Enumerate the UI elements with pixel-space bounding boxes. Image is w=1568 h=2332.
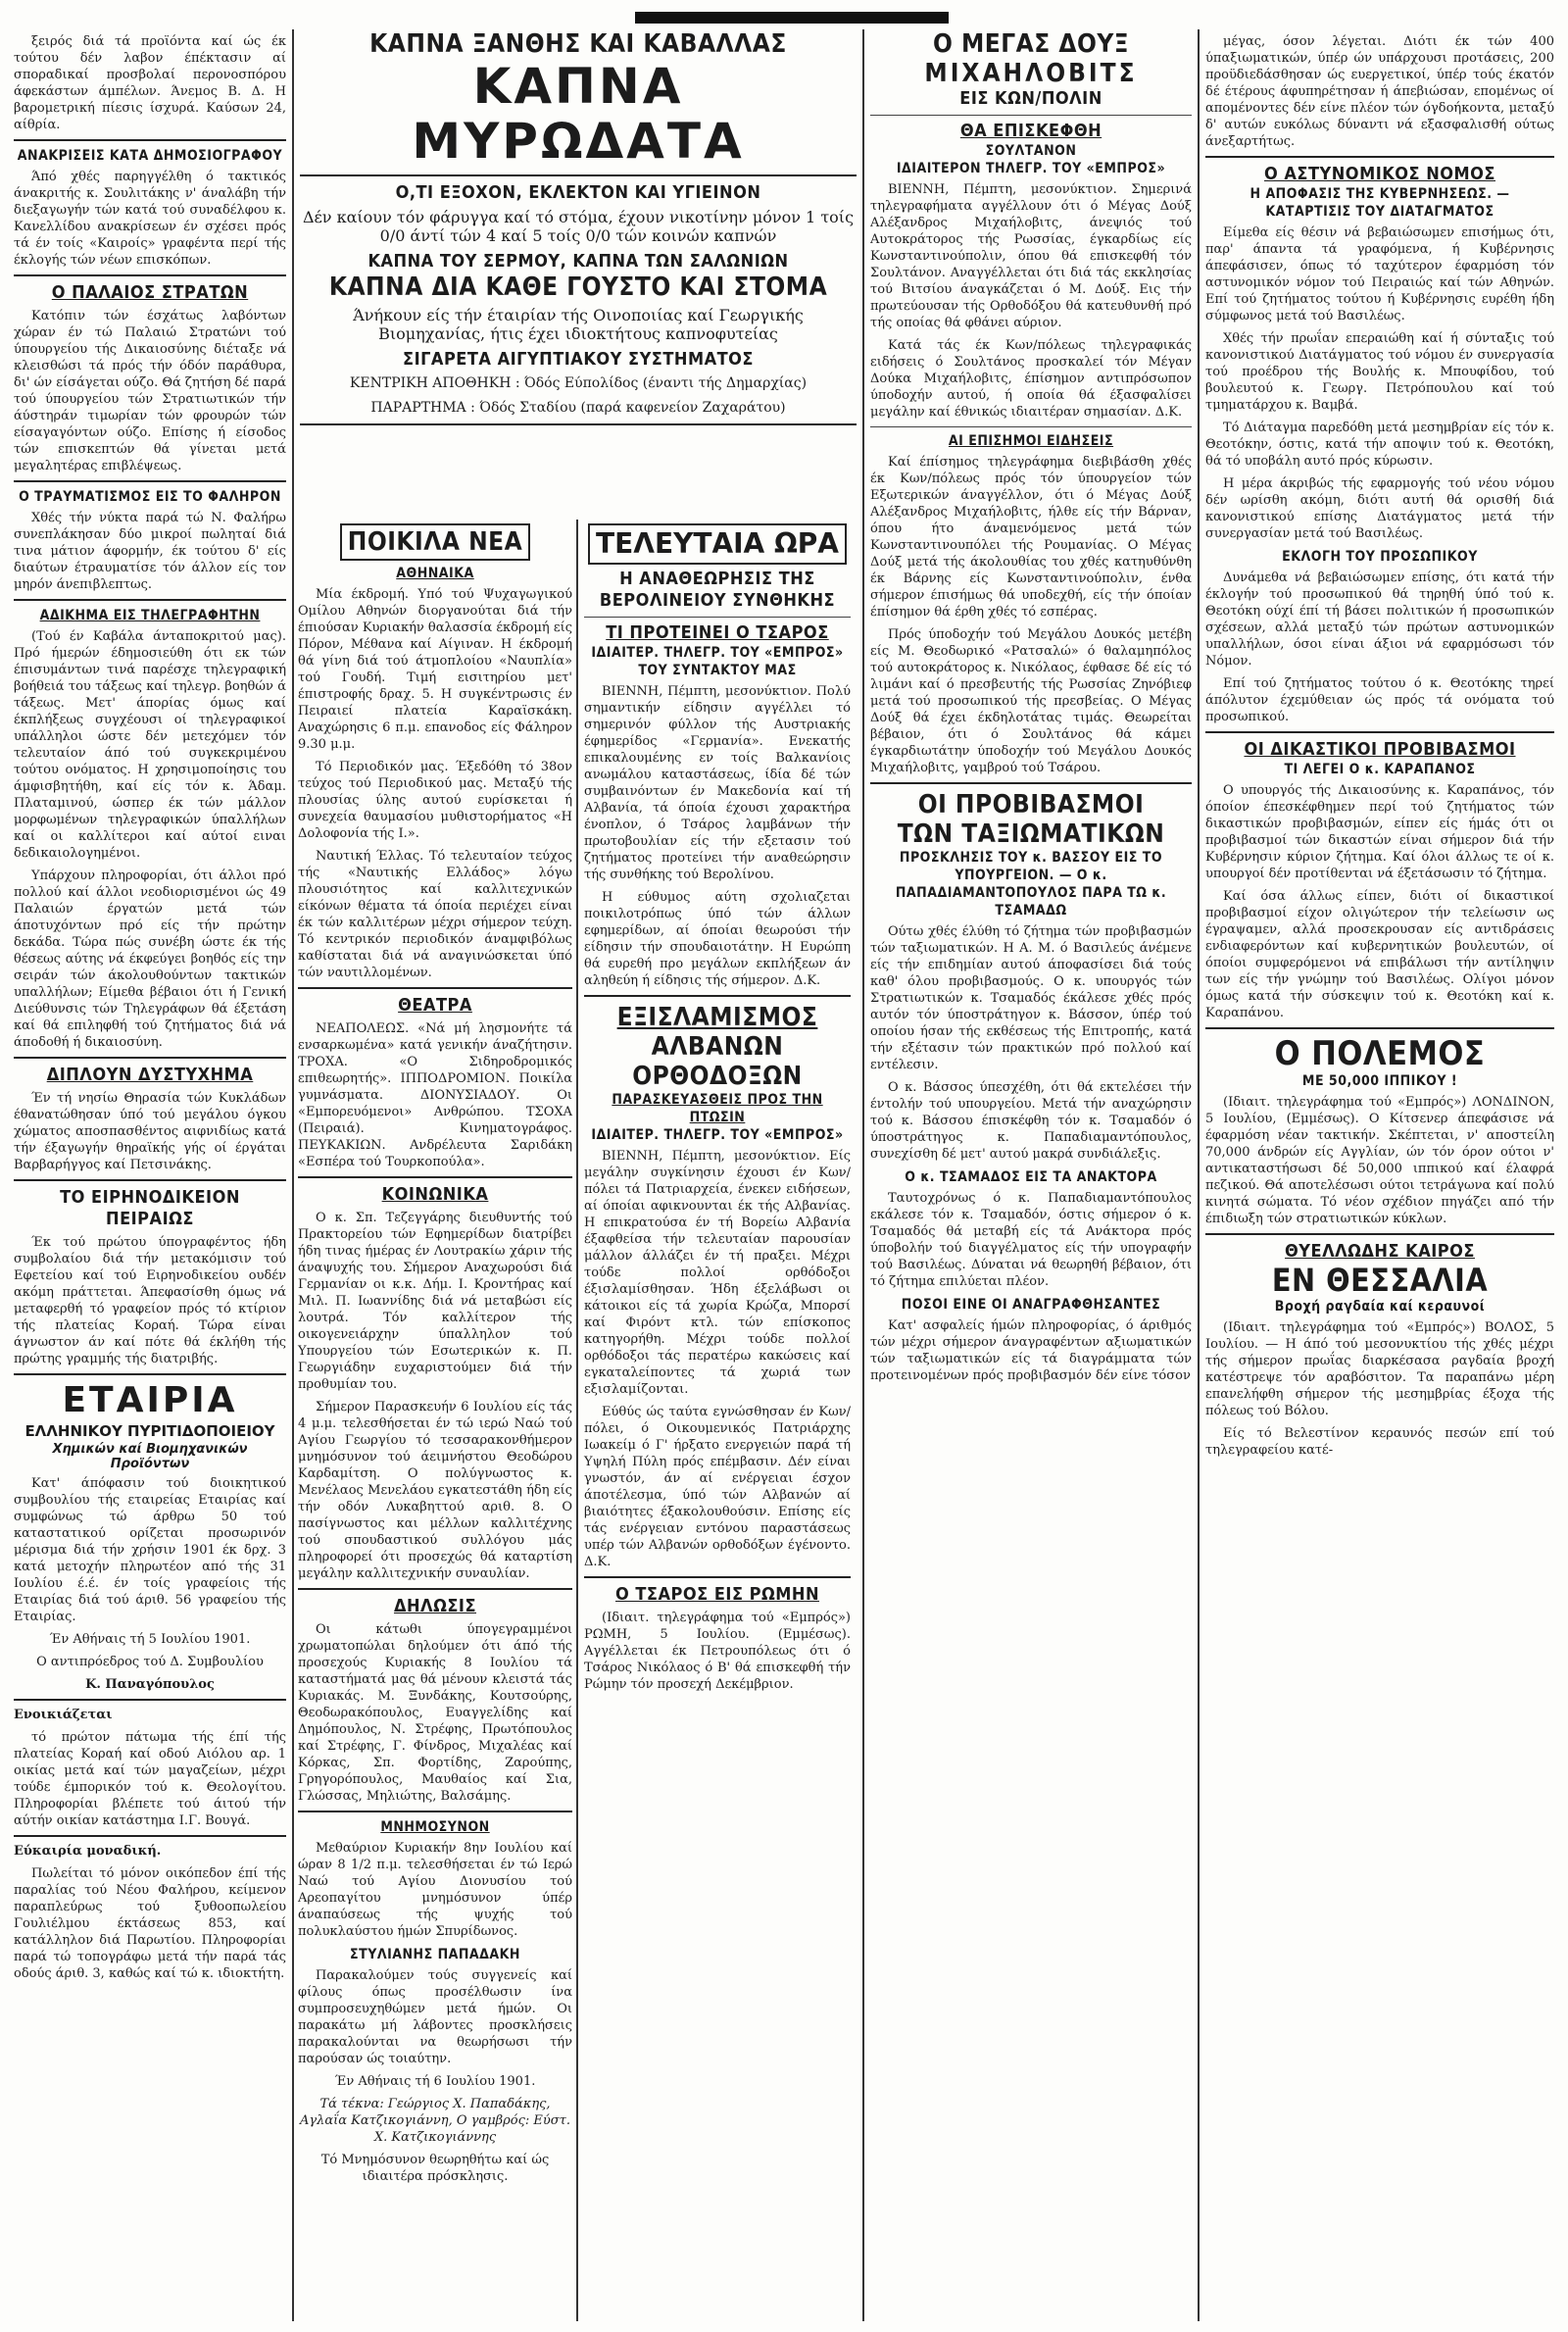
mnimosynon-date: Έν Αθήναις τή 6 Ιουλίου 1901. [334,2074,536,2089]
col4-headline-3: ΕΚΛΟΓΗ ΤΟΥ ΠΡΟΣΩΠΙΚΟΥ [1282,549,1478,565]
dilosis-title: ΔΗΛΩΣΙΣ [393,1596,477,1616]
col1-headline-4: ΑΔΙΚΗΜΑ ΕΙΣ ΤΗΛΕΓΡΑΦΗΤΗΝ [39,608,261,623]
poikila-text-3: Ναυτική Έλλας. Τό τελευταίον τεύχος τής «Ναυτικής Ελλάδος» λόγω πλουσιότητος καί καλλιτεχνικών είκόνων θέματα τά όποία περιέχει είναι έκ τών καλλιτέρων μέχρι σήμερον τεύχη. Τό κεντρικόν περιοδικόν άναμφιβόλως καθίσταται διά νά αναγινώσκεται ύπό τών ναυτιλλομένων. [298,849,572,980]
tobacco-ad-text-2: Άνήκουν είς τήν έταιρίαν τής Οινοποιίας καί Γεωργικής Βιομηχανίας, ήτις έχει ιδιοκτήτους καπνοφυτείας [353,306,804,343]
col3-headline-1: Ο ΜΕΓΑΣ ΔΟΥΞ [932,29,1130,59]
col4-headline-6: Ο ΠΟΛΕΜΟΣ [1274,1034,1486,1073]
tobacco-advert [300,29,857,512]
col4-text-7: Επί τού ζητήματος τούτου ό κ. Θεοτόκης τηρεί άπόλυτον έχεμύθειαν ώς πρός τά ονόματα τού προσωπικού. [1205,676,1554,724]
column-1 [8,29,292,2321]
col4-headline-8: ΘΥΕΛΛΩΔΗΣ ΚΑΙΡΟΣ [1285,1241,1475,1262]
col1-article-4b: Υπάρχουν πληροφορίαι, ότι άλλοι πρό πολλού καί άλλοι νεοδιορισμένοι ώς 49 Παλαιών έργατών μετά τών άποτυχόντων πρό είς τήν πρώτην δεκάδα. Τώρα πώς συνέβη ώστε έκ τής θέσεως αύτης νά έκφεύγει βοηθός είς την σειράν τών άκολουθούντων τακτικών υπαλλήλων; Είμεθα βέβαιοι ότι ή Γενική Διεύθυνσις τών Τηλεγράφων θά έξετάση καί θά επιληφθή τού ζητήματος διά νά άποδοθή ή δικαιοσύνη. [14,868,286,1050]
col3-headline-4: ΘΑ ΕΠΙΣΚΕΦΘΗ [959,121,1102,141]
column-2b [580,520,855,2321]
tel-headline-2: ΤΙ ΠΡΟΤΕΙΝΕΙ Ο ΤΣΑΡΟΣ [606,622,829,643]
newspaper-page [8,8,1560,2321]
col1-headline-3: Ο ΤΡΑΥΜΑΤΙΣΜΟΣ ΕΙΣ ΤΟ ΦΑΛΗΡΟΝ [19,489,281,505]
tsar-title: Ο ΤΣΑΡΟΣ ΕΙΣ ΡΩΜΗΝ [614,1584,819,1605]
col3-headline-6: ΙΔΙΑΙΤΕΡΟΝ ΤΗΛΕΓΡ. ΤΟΥ «ΕΜΠΡΟΣ» [896,161,1166,176]
col4-headline-9: ΕΝ ΘΕΣΣΑΛΙΑ [1271,1262,1489,1299]
col3-text-4: Πρός ύποδοχήν τού Μεγάλου Δουκός μετέβη είς Μ. Θεοδωρικό «Ρατσαλώ» ό θαλαμηπόλος τού αυτοκράτορος κ. Νικόλαος, έφθασε δέ είς τό λιμάνι καί ό πρεσβευτής τής Ρωσσίας Ζηνόβιεφ μετά τού προσωπικού τής πρεσβείας. Ο Μέγας Δούξ θά έχει έκδηλοτάτας τιμάς. Θεωρείται βέβαιον, ότι ό Σουλτάνος θά κάμει έγκαρδιωτάτην ύποδοχήν τού Μεγάλου Δουκός Μιχαήλοβιτς, γαμβρού τού Τσάρου. [870,627,1192,775]
col1-article-2: Κατόπιν τών έσχάτως λαβόντων χώραν έν τώ Παλαιώ Στρατώνι τού ύπουργείου τής Δικαιοσύνης διέταξε νά κλεισθώσι τά πρός τήν όδόν παράθυρα, δι' ών είσάγεται ούζο. Θά ζητήση δέ παρά τού ύπουργείου τών Στρατιωτικών τήν άύστηράν τιμωρίαν τών φρουρών τών είσαγαγόντων ούζο. Επίσης ή είσοδος τών επισκεπτών θά γίνεται μετά μεγαλητέρας επιβλέψεως. [14,309,286,473]
mnimosynon-footnote: Τό Μνημόσυνον θεωρηθήτω καί ώς ιδιαιτέρα πρόσκλησις. [320,2153,550,2184]
masthead [635,8,949,29]
theatra-text: ΝΕΑΠΟΛΕΩΣ. «Νά μή λησμονήτε τά ενσαρκωμένα» κατά γενικήν άναζήτησιν. ΤΡΟΧΑ. «Ο Σιδηροδρομικός επιθεωρητής». ΙΠΠΟΔΡΟΜΙΟΝ. Ποικίλα γυμνάσματα. ΔΙΟΝΥΣΙΑΔΟΥ. Οι «Εμπορευόμενοι» Ανθρώπου. ΤΣΟΧΑ (Πειραιά). Κινηματογράφος. ΠΕΥΚΑΚΙΩΝ. Ανδρέλευτα Σαριδάκη «Εσπέρα τού Τουρκοπούλα». [298,1021,572,1169]
col4-text-12: Είς τό Βελεστίνον κεραυνός πεσών επί τού τηλεγραφείου κατέ- [1205,1426,1554,1458]
col3-headline-10: ΠΡΟΣΚΛΗΣΙΣ ΤΟΥ κ. ΒΑΣΣΟΥ ΕΙΣ ΤΟ ΥΠΟΥΡΓΕΙΟΝ. — Ο κ. ΠΑΠΑΔΙΑΜΑΝΤΟΠΟΥΛΟΣ ΠΑΡΑ ΤΩ κ. ΤΣΑΜΑΔΩ [895,850,1167,918]
tobacco-ad-headline-2: ΚΑΠΝΑ ΜΥΡΩΔΑΤΑ [412,58,745,170]
col4-text-1: μέγας, όσον λέγεται. Διότι έκ τών 400 ύπαξιωματικών, ύπέρ ών υπάρχουσι προτάσεις, 200 προϋδιεδάσθησαν ώς ευεργετικοί, ύπέρ τούς έκατόν δέ έτέρους άφυπηρέτησαν ή άπεβιώσαν, επομένως οί απομένοντες δέν είνε πλέον τών όγδοήκοντα, μεταξύ δ' αυτών ευκόλως δύναντι νά εξασφαλισθή ούτως άνεξαρτήτως. [1205,34,1554,149]
tel-headline-1: Η ΑΝΑΘΕΩΡΗΣΙΣ ΤΗΣ ΒΕΡΟΛΙΝΕΙΟΥ ΣΥΝΘΗΚΗΣ [599,569,836,611]
col3-headline-9: ΤΩΝ ΤΑΞΙΩΜΑΤΙΚΩΝ [897,819,1165,849]
ad1-title: ΕΤΑΙΡΙΑ [62,1380,238,1420]
poikila-text-2: Τό Περιοδικόν μας. Έξεδόθη τό 38ον τεύχος τού Περιοδικού μας. Μεταξύ τής πλουσίας ύλης αυτού ευρίσκεται ή συνεχεία θαυμασίου μυθιστορήματος «Η Δολοφονία τής Ι.». [298,760,572,841]
tobacco-ad-text-1: Δέν καίουν τόν φάρυγγα καί τό στόμα, έχουν νικοτίνην μόνον 1 τοίς 0/0 άντί τών 4 καί 5 τοίς 0/0 τών κοινών καπνών [302,208,855,245]
col3-headline-12: ΠΟΣΟΙ ΕΙΝΕ ΟΙ ΑΝΑΓΡΑΦΘΗΣΑΝΤΕΣ [901,1297,1161,1313]
tel-text-1: ΒΙΕΝΝΗ, Πέμπτη, μεσονύκτιον. Πολύ σημαντικήν είδησιν αγγέλλει τό σημερινόν φύλλον τής Αυστριακής έφημερίδος «Γερμανία». Ενεκατής επικαλουμένης εν τοίς Βαλκανίοις ανωμάλου καταστάσεως, ίδία δέ τών συμβαινόντων έν Μακεδονία καί τή Αλβανία, τά όποία έχουσι χαρακτήρα ένοπλον, ό Τσάρος λαμβάνων τήν πρωτοβουλίαν είς τήν εξετασιν τού ζητήματος προτείνει τήν αναθεώρησιν τής συνθήκης τού Βερολίνου. [584,684,851,882]
exis-headline-2: ΙΔΙΑΙΤΕΡ. ΤΗΛΕΓΡ. ΤΟΥ «ΕΜΠΡΟΣ» [591,1127,844,1143]
mnimosynon-text: Μεθαύριον Κυριακήν 8ην Ιουλίου καί ώραν 8 1/2 π.μ. τελεσθήσεται έν τώ Ιερώ Ναώ τού Αγίου Διονυσίου τού Αρεοπαγίτου μνημόσυνον ύπέρ άναπαύσεως τής ψυχής τού πολυκλαύστου ήμών Σπυρίδωνος. [298,1841,572,1939]
col4-text-3: Χθές τήν πρωΐαν επεραιώθη καί ή σύνταξις τού κανονιστικού Διατάγματος τού νόμου έν συνεργασία τού προέδρου τής Βουλής κ. Μπουφίδου, τού βουλευτού κ. Γεωργ. Πετρόπουλου καί τού τμηματάρχου κ. Βαμβά. [1205,331,1554,413]
col1-article-5: Έν τή νησίω Θηρασία τών Κυκλάδων έθανατώθησαν ύπό τού μεγάλου όγκου χώματος αποσπασθέντος αιφνιδίως κατά τήν έξαγωγήν θηραϊκής γής οί έργάται Βαρβαρήγγος καί Πετσινάκης. [14,1091,286,1172]
column-3 [864,29,1198,2321]
mnimosynon-name: ΣΤΥΛΙΑΝΗΣ ΠΑΠΑΔΑΚΗ [350,1947,520,1962]
col3-text-6: Ο κ. Βάσσος ύπεσχέθη, ότι θά εκτελέσει τήν έντολήν τού υπουργείου. Μετά τήν αναχώρησιν τού κ. Βάσσου έπισκέφθη τόν κ. Τσαμαδόν ό ύποστράτηγος κ. Παπαδιαμαντόπουλος, συνεχίσθη δέ μετ' αυτού μακρά συνδιάλεξις. [870,1080,1192,1162]
ad1-sign-pre: Ο αντιπρόεδρος τού Δ. Συμβουλίου [36,1655,264,1669]
exis-title: ΕΞΙΣΛΑΜΙΣΜΟΣ [616,1003,818,1032]
col4-headline-2: Η ΑΠΟΦΑΣΙΣ ΤΗΣ ΚΥΒΕΡΝΗΣΕΩΣ. — ΚΑΤΑΡΤΙΣΙΣ ΤΟΥ ΔΙΑΤΑΓΜΑΤΟΣ [1250,186,1510,220]
tel-headline-3: ΙΔΙΑΙΤΕΡ. ΤΗΛΕΓΡ. ΤΟΥ «ΕΜΠΡΟΣ» ΤΟΥ ΣΥΝΤΑΚΤΟΥ ΜΑΣ [591,645,844,678]
tobacco-ad-headline-4: ΚΑΠΝΑ ΤΟΥ ΣΕΡΜΟΥ, ΚΑΠΝΑ ΤΩΝ ΣΑΛΩΝΙΩΝ [368,251,789,272]
ad1-text: Κατ' άπόφασιν τού διοικητικού συμβουλίου τής εταιρείας Εταιρίας καί συμφώνως τώ άρθρω 50 τού καταστατικού ορίζεται προσωρινόν μέρισμα διά τήν χρήσιν 1901 έκ δρχ. 3 κατά μετοχήν πληρωτέον από τής 31 Ιουλίου έ.έ. έν τοίς γραφείοις τής Εταιρίας διά τού άριθ. 56 γραφείου τής Εταιρίας. [14,1476,286,1624]
ad3-title: Εύκαιρία μοναδική. [14,1844,162,1859]
col3-text-2: Κατά τάς έκ Κων/πόλεως τηλεγραφικάς ειδήσεις ό Σουλτάνος προσκαλεί τόν Μέγαν Δούκα Μιχαήλοβιτς, έπίσημον αντιπρόσωπον ύποδοχήν αυτού, ή οποία θά έξασφαλίσει μεγάλην καί έθνικώς ιδιαιτέραν σημασίαν. Δ.Κ. [870,338,1192,420]
tobacco-ad-text-4: ΠΑΡΑΡΤΗΜΑ : Όδός Σταδίου (παρά καφενείον Ζαχαράτου) [370,400,786,416]
col3-headline-5: ΣΟΥΛΤΑΝΟΝ [985,143,1077,159]
tobacco-ad-headline-1: ΚΑΠΝΑ ΞΑΝΘΗΣ ΚΑΙ ΚΑΒΑΛΛΑΣ [369,29,787,59]
theatra-title: ΘΕΑΤΡΑ [398,995,472,1016]
exis-headline: ΑΛΒΑΝΩΝ ΟΡΘΟΔΟΞΩΝ [632,1032,803,1091]
col1-headline-6: ΤΟ ΕΙΡΗΝΟΔΙΚΕΙΟΝ ΠΕΙΡΑΙΩΣ [60,1187,240,1229]
tobacco-ad-headline-3: Ο,ΤΙ ΕΞΟΧΟΝ, ΕΚΛΕΚΤΟΝ ΚΑΙ ΥΓΙΕΙΝΟΝ [395,182,761,203]
mnimosynon-text-2: Παρακαλούμεν τούς συγγενείς καί φίλους όπως προσέλθωσιν ίνα συμπροσευχηθώμεν μετά ήμών. Οι παρακάτω μή λάβοντες προσκλήσεις παρακαλούνται να θεωρήσωσι τήν παρούσαν ώς τοιαύτην. [298,1968,572,2066]
col4-text-6: Δυνάμεθα νά βεβαιώσωμεν επίσης, ότι κατά τήν έκλογήν τού προσωπικού θά τηρηθή ύπό τού κ. Θεοτόκη ούχί έπί τή βάσει πολιτικών ή προσωπικών σχέσεων, αλλά μεταξύ τών πρώτων αστυνομικών υπαλλήλων, όσοι είναι άξιοι νά εφαρμόσωσι τόν Νόμον. [1205,571,1554,669]
col1-headline-2: Ο ΠΑΛΑΙΟΣ ΣΤΡΑΤΩΝ [51,282,249,303]
poikila-text-1: Μία έκδρομή. Υπό τού Ψυχαγωγικού Ομίλου Αθηνών διοργανούται διά τήν έπιούσαν Κυριακήν θαλασσία έκδρομή είς Πόρον, Μέθανα καί Αίγιναν. Η έκδρομή θά γίνη διά τού άτμοπλοίου «Ναυπλία» τού Γουδή. Τιμή εισιτηρίου μετ' έπιστροφής δραχ. 5. Η συγκέντρωσις έν Πειραιεί πλατεία Καραϊσκάκη. Αναχώρησις 6 π.μ. επανοδος είς Φάληρον 9.30 μ.μ. [298,587,572,752]
col4-text-8: Ο υπουργός τής Δικαιοσύνης κ. Καραπάνος, τόν όποίον έπεσκέφθημεν περί τού ζητήματος τών δικαστικών προβιβασμών, είπεν είς ήμάς ότι οι προβιβασμοί τών δικαστών είναι σήμερον διά τήν Κυβέρνησιν κύριον ζήτημα. Καί όλοι άλλως τε οί κ. υπουργοί δέν προτίθενται νά έξετάσωσιν τό ζήτημα. [1205,783,1554,881]
col4-headline-1: Ο ΑΣΤΥΝΟΜΙΚΟΣ ΝΟΜΟΣ [1263,164,1495,184]
tsar-text: (Ιδιαιτ. τηλεγράφημα τού «Εμπρός») ΡΩΜΗ, 5 Ιουλίου. (Εμμέσως). Αγγέλλεται έκ Πετρουπόλεως ότι ό Τσάρος Νικόλαος ό Β' θά επισκεφθή τήν Ρώμην τόν προσεχή Δεκέμβριον. [584,1611,851,1692]
ad1-subtitle-2: Χημικών καί Βιομηχανικών Προϊόντων [52,1442,248,1471]
columns [8,29,1560,2321]
mnimosynon-title: ΜΝΗΜΟΣΥΝΟΝ [380,1819,490,1835]
col4-text-10: (Ιδιαιτ. τηλεγράφημα τού «Εμπρός») ΛΟΝΔΙΝΟΝ, 5 Ιουλίου, (Εμμέσως). Ο Κίτσενερ άπεφάσισε νά έφαρμόση νέαν τακτικήν. Σκέπτεται, ν' αποστείλη 70,000 άνδρών είς Αγγλίαν, ών τόν όρον ούτοι ν' αντικαταστήσωσι δέ 50,000 ιππικού καί έλαφρά πεζικού. Θά αποτελέσωσι ούτοι τετράγωνα καί πολύ κινητά σώματα. Τό νέον σχέδιον πηγάζει από τήν έπιδιωξη τών στρατιωτικών κύκλων. [1205,1095,1554,1226]
masthead-bar [635,12,949,24]
col4-text-2: Είμεθα είς θέσιν νά βεβαιώσωμεν επισήμως ότι, παρ' άπαντα τά γραφόμενα, ή Κυβέρνησις άπεφάσισεν, όπως τό ταχύτερον έφαρμόση τόν αστυνομικόν νόμον τού Πειραιώς καί τών Αθηνών. Επί τού ζητήματος τούτου ή Κυβέρνησις ευρέθη ήδη σύμφωνος μετά τού Βασιλέως. [1205,225,1554,323]
col4-text-11: (Ιδιαιτ. τηλεγράφημα τού «Εμπρός») ΒΟΛΟΣ, 5 Ιουλίου. — Η άπό τού μεσονυκτίου τής χθές μέχρι τής σήμερον πρωΐας διαρκέσασα ραγδαία βροχή κατέστρεψε τόν αραβόσιτον. Τα παραπάνω μέρη επανελήφθη σήμερον τής μεσημβρίας έξοχα τής πόλεως τού Βόλου. [1205,1320,1554,1418]
exis-text-2: Εύθύς ώς ταύτα εγνώσθησαν έν Κων/πόλει, ό Οικουμενικός Πατριάρχης Ιωακείμ ό Γ' ήρξατο ενεργειών παρά τή Υψηλή Πύλη πρός επέμβασιν. Δέν είναι γνωστόν, άν αί ενέργειαι έσχον άποτέλεσμα, ύπό τών Αλβανών αί βιαιότητες έξακολουθούσιν. Επίσης είς τάς ενέργειαν εντόνου παραστάσεως υπέρ τών Αλβανών ορθοδόξων έγένοντο. Δ.Κ. [584,1405,851,1569]
col1-article-3: Χθές τήν νύκτα παρά τώ Ν. Φαλήρω συνεπλάκησαν δύο μικροί πωληταί διά τινα μάτιον άφορμήν, έκ τούτου δ' είς διαύτων έτραυματίσε τόν άλλον είς τον μηρόν άνεπιβλεπτως. [14,511,286,592]
koinonika-text-2: Σήμερον Παρασκευήν 6 Ιουλίου είς τάς 4 μ.μ. τελεσθήσεται έν τώ ιερώ Ναώ τού Αγίου Γεωργίου τό τεσσαρακονθήμερον μνημόσυνον τού άειμνήστου Θεοδώρου Καρδαμίτση. Ο πολύγνωστος κ. Μενέλαος Μενελάου εγκατεστάθη ήδη είς τήν οδόν Λυκαβηττού αριθ. 8. Ο πασίγνωστος και μέλλων καλλιτέχνης τού σπουδαστικού συλλόγου μάς πληροφορεί ότι προσεχώς θά καταρτίση μεγάλην καλλιτεχνικήν συναυλίαν. [298,1400,572,1581]
exis-text-1: ΒΙΕΝΝΗ, Πέμπτη, μεσονύκτιον. Είς μεγάλην συγκίνησιν έχουσι έν Κων/πόλει τά Πατριαρχεία, ένεκεν ειδήσεων, αί όποίαι αφικνουνται έκ τής Αλβανίας. Η επικρατούσα έν τή Βορείω Αλβανία έξαφθείσα τήν τελευταίαν παρουσίαν μάλλον άλλάζει έν τή πραξει. Μέχρι τούδε πολλοί ορθόδοξοι έξισλαμίσθησαν. Ήδη έξελάβωσι οι κάτοικοι είς τά χωρία Κρώζα, Μπορσί καί Φιρόντ κτλ. τών επίσκοπος κατηγορήθη. Μέχρι τούδε πολλοί ορθόδοξοι τάς περατέρω κακώσεις καί εγκαταλείποντες τά χωριά των εξισλαμίζονται. [584,1149,851,1397]
ad2-title: Ενοικιάζεται [14,1708,113,1722]
mnimosynon-signatures: Τά τέκνα: Γεώργιος Χ. Παπαδάκης, Αγλαΐα Κατζικογιάννη, Ο γαμβρός: Εύστ. Χ. Κατζικογιάννης [299,2097,571,2145]
ad3-text: Πωλείται τό μόνον οικόπεδον έπί τής παραλίας τού Νέου Φαλήρου, κείμενον παραπλεύρως τού ξυθοοπωλείου Γουλιέλμου έκτάσεως 853, καί κατάλληλον διά Παρωτίου. Πληροφορίαι παρά τώ τοπογράφω μετά τήν παρά τάς οδούς άριθ. 3, καθώς καί τώ κ. ιδιοκτήτη. [14,1866,286,1981]
col3-text-1: ΒΙΕΝΝΗ, Πέμπτη, μεσονύκτιον. Σημερινά τηλεγραφήματα αγγέλλουν ότι ό Μέγας Δούξ Αλέξανδρος Μιχαήλοβιτς, άνεψιός τού Αυτοκράτορος τής Ρωσσίας, έγκαρδίως είς Κωνσταντινούπολιν, όπου θά επισκεφθή τόν Σουλτάνον. Αναγγέλλεται ότι διά τάς εκκλησίας τού Βιτσίου άναγκάζεται ό Μ. Δούξ. Εις τήν πρωτεύουσαν τής Ορθοδόξου θά κατευθυνθή πρό τής οποίας θά φθάνει αύριον. [870,182,1192,330]
column-2 [294,29,862,2321]
col4-headline-10: Βροχή ραγδαία καί κεραυνοί [1274,1299,1486,1315]
col1-headline-1: ΑΝΑΚΡΙΣΕΙΣ ΚΑΤΑ ΔΗΜΟΣΙΟΓΡΑΦΟΥ [17,148,283,164]
tobacco-ad-headline-5: ΚΑΠΝΑ ΔΙΑ ΚΑΘΕ ΓΟΥΣΤΟ ΚΑΙ ΣΤΟΜΑ [328,273,828,302]
ad1-subtitle: ΕΛΛΗΝΙΚΟΥ ΠΥΡΙΤΙΔΟΠΟΙΕΙΟΥ [24,1422,275,1440]
col1-article-6: Έκ τού πρώτου ύπογραφέντος ήδη συμβολαίου διά τήν μετακόμισιν τού Εφετείου καί τού Ειρηνοδικείου ουδέν ακόμη πράττεται. Άπεφασίσθη όμως νά μεταφερθή τό γραφείον πρός τό κτίριον τής πλατείας Κοραή. Τώρα είναι άγνωστον άν καί πότε θά έκλήθη τής πρώτης γραμμής τής διατριβής. [14,1235,286,1366]
poikila-subtitle: ΑΘΗΝΑΙΚΑ [396,566,474,581]
col4-headline-7: ΜΕ 50,000 ΙΠΠΙΚΟΥ ! [1301,1073,1458,1089]
koinonika-text-1: Ο κ. Σπ. Τεζεγγάρης διευθυντής τού Πρακτορείου τών Εφημερίδων διατρίβει ήδη τινας ήμέρας έν Λουτρακίω χάριν τής άναψυχής του. Σήμερον Αναχωρούσι διά Γερμανίαν οι κ.κ. Δήμ. Ι. Κροντήρας καί Μιλ. Π. Ιωαννίδης διά νά μεταβώσι είς λουτρά. Τόν καλλίτερον τής οικογενειάρχην ύπαλληλον τού Υπουργείου τών Εσωτερικών κ. Π. Γεωργιάδην ευχαριστούμεν διά τήν προθυμίαν του. [298,1211,572,1392]
col4-text-5: Η μέρα άκριβώς τής εφαρμογής τού νέου νόμου δέν ωρίσθη ακόμη, διότι αυτή θά ορισθή διά κανονιστικού επίσης Διατάγματος μετά τήν συνεργασίαν μετά τού Βασιλέως. [1205,476,1554,541]
tel-text-2: Η εύθυμος αύτη σχολιαζεται ποικιλοτρόπως ύπό τών άλλων εφημερίδων, αί όποίαι θεωρούσι τήν είδησιν τήν σπουδαιοτάτην. Η Ευρώπη θά ευρεθή προ μεγάλων εκπλήξεων άν αληθεύη ή είδησις τής σήμερον. Δ.Κ. [584,890,851,988]
teleftaia-ora-title: ΤΕΛΕΥΤΑΙΑ ΩΡΑ [588,523,847,565]
col4-text-4: Τό Διάταγμα παρεδόθη μετά μεσημβρίαν είς τόν κ. Θεοτόκην, όστις, κατά τήν αποψιν τού κ. Θεοτόκη, θά τό υποβάλη αυτό πρός κύρωσιν. [1205,421,1554,469]
col1-intro: ξειρός διά τά προϊόντα καί ώς έκ τούτου δέν λαβον έπέκτασιν αί σποραδικαί προσβολαί περονοσπόρου άφεκάστων άμπέλων. Άνεμος Β. Δ. Η βαρομετρική πίεσις ίσχυρά. Καύσων 24, αίθρία. [14,34,286,132]
col3-text-8: Κατ' ασφαλείς ήμών πληροφορίας, ό άριθμός τών μέχρι σήμερον άναγραφέντων αξιωματικών τών ταξιωματικών είς τά διαγράμματα τών προτεινομένων πρός προβιβασμόν δέν είνε τόσον [870,1318,1192,1383]
col3-headline-2: ΜΙΧΑΗΛΟΒΙΤΣ [924,59,1138,88]
col4-text-9: Καί όσα άλλως είπεν, διότι οί δικαστικοί προβιβασμοί είχον ολιγώτερον τήν τελείωσιν ως έγραψαμεν, αλλά προσεκρουσαν είς αντιδράσεις ενδιαφερόντων καί κυβερνητικών βουλευτών, οί όποίοι συμφερόμενοι νά επιβάλωσι τήν αντίληψιν των είς τήν γνώμην τού Βασιλέως. Ολίγοι μόνον όμως κατά τήν σύσκεψιν τού κ. Θεοτόκη καί κ. Καραπάνου. [1205,889,1554,1020]
column-2-lower [294,520,851,2321]
col1-headline-5: ΔΙΠΛΟΥΝ ΔΥΣΤΥΧΗΜΑ [46,1065,254,1085]
col4-headline-4: ΟΙ ΔΙΚΑΣΤΙΚΟΙ ΠΡΟΒΙΒΑΣΜΟΙ [1244,739,1516,760]
col3-text-7: Ταυτοχρόνως ό κ. Παπαδιαμαντόπουλος εκάλεσε τόν κ. Τσαμαδόν, όστις σήμερον ό κ. Τσαμαδός θά μεταβή είς τά Ανάκτορα πρός ύποβολήν τού διαγγέλματος είς τήν υπογραφήν τού Βασιλέως. Δύναται νά θεωρηθή βέβαιον, ότι τό ζήτημα επιλύεται πλέον. [870,1191,1192,1289]
col1-article-1: Άπό χθές παρηγγέλθη ό τακτικός άνακριτής κ. Σουλιτάκης ν' άναλάβη τήν διεξαγωγήν τών κατά τού συναδέλφου κ. Κανελλίδου ανακρίσεων έν σχέσει πρός τά έν τοίς «Καιροίς» γραφέντα περί τής έκλογής τών νέων επισκόπων. [14,170,286,268]
col1-article-4: (Τού έν Καβάλα άνταποκριτού μας). Πρό ήμερών έδημοσιεύθη ότι εκ τών έπισυμάντων τινά παρέσχε τηλεγραφική βοήθειά του τάξεως καί τηλεγρ. βοηθών ά τάξεως. Μετ' άπορίας όμως καί έκπλήξεως συγχέουσι οί τηλεγραφικοί υπάλληλοι ώστε δέν μετεχόμεν τόν τελευταίον άπό τού συγκεκριμένου τούτου ονόματος. Η χρησιμοποίησις του άμφισβητήθη, καί είς τόν κ. Άδαμ. Πλαταμινού, ώσπερ έκ τών μάλλον μορφωμένων τηλεγραφικών ύπαλλήλων καί οι καλλίτεροι καί αύτοί ειναι δεδικαιολογημένοι. [14,629,286,861]
tobacco-ad-text-3: ΚΕΝΤΡΙΚΗ ΑΠΟΘΗΚΗ : Όδός Εύπολίδος (έναντι τής Δημαρχίας) [349,375,808,391]
poikila-title: ΠΟΙΚΙΛΑ ΝΕΑ [340,523,531,561]
col3-headline-11: Ο κ. ΤΣΑΜΑΔΟΣ ΕΙΣ ΤΑ ΑΝΑΚΤΟΡΑ [905,1169,1157,1185]
ad1-date: Έν Αθήναις τή 5 Ιουλίου 1901. [49,1632,251,1647]
col4-headline-5: ΤΙ ΛΕΓΕΙ Ο κ. ΚΑΡΑΠΑΝΟΣ [1284,762,1476,777]
tobacco-ad-headline-6: ΣΙΓΑΡΕΤΑ ΑΙΓΥΠΤΙΑΚΟΥ ΣΥΣΤΗΜΑΤΟΣ [403,349,754,370]
col3-text-5: Ούτω χθές έλύθη τό ζήτημα τών προβιβασμών τών ταξιωματικών. Η Α. Μ. ό Βασιλεύς άνέμενε είς τήν επιδημίαν αυτού άποφασίσει διά τούς καθ' όλου προβιβασμούς. Ο κ. υπουργός τών Στρατιωτικών κ. Τσαμαδός έκάλεσε χθές πρός αυτόν τόν ύποστράτηγον κ. Βάσσον, ύπέρ τού οποίου ήσαν τής εκθέσεως τής Επιτροπής, κατά τήν εξέτασιν τών πρακτικών πρό πολλού καί εντέλεσιν. [870,924,1192,1072]
ad2-text: τό πρώτον πάτωμα τής έπί τής πλατείας Κοραή καί οδού Αιόλου αρ. 1 οικίας μετά καί τών μαγαζείων, μέχρι τούδε έμπορικόν τού κ. Θεολογίτου. Πληροφορίαι βλέπετε τού άιτού τήν αύτήν οικίαν κατάστημα Ι.Γ. Βουγά. [14,1730,286,1828]
exis-subtitle: ΠΑΡΑΣΚΕΥΑΣΘΕΙΣ ΠΡΟΣ ΤΗΝ ΠΤΩΣΙΝ [612,1092,823,1125]
column-4 [1200,29,1560,2321]
col3-headline-3: ΕΙΣ ΚΩΝ/ΠΟΛΙΝ [959,88,1102,109]
koinonika-title: ΚΟΙΝΩΝΙΚΑ [381,1184,489,1205]
col3-text-3: Καί έπίσημος τηλεγράφημα διεβιβάσθη χθές έκ Κων/πόλεως πρός τόν ύπουργείον τών Εξωτερικών άναγγέλλον, ότι ό Μέγας Δούξ Αλέξανδρος Μιχαήλοβιτς, ήλθε είς τήν Βάρναν, όπου ήτο άναμενόμενος μετά τών Κωνσταντινουπόλει τής Ρουμανίας. Ο Μέγας Δούξ μετά τής άκολουθίας του χθές κατηυθύνθη έκ Βάρνης είς Κωνσταντινούπολιν, ένθα σήμερον έπισήμως θά υποδεχθή, είς τήν όποίαν έπίσημον θά έρθη χθές τό εσπέρας. [870,455,1192,620]
ad1-signature: Κ. Παναγόπουλος [85,1677,215,1692]
col3-headline-8: ΟΙ ΠΡΟΒΙΒΑΣΜΟΙ [917,790,1145,819]
dilosis-text: Οι κάτωθι ύπογεγραμμένοι χρωματοπώλαι δηλούμεν ότι άπό τής προσεχούς Κυριακής 8 Ιουλίου τά καταστήματά μας θά μένουν κλειστά τάς Κυριακάς. Μ. Ξυνδάκης, Κουτσούρης, Θεοδωρακόπουλος, Ευαγγελίδης καί Δημόπουλος, Ν. Στρέφης, Πρωτόπουλος καί Στρέφης, Γ. Φίνδρος, Μιχαλέας καί Κόρκας, Σπ. Φορτίδης, Ζαρούπης, Γρηγορόπουλος, Μαυθαίος καί Σια, Γλώσσας, Μηλιώτης, Βαλσάμης. [298,1622,572,1804]
column-2a [294,520,576,2321]
col3-headline-7: ΑΙ ΕΠΙΣΗΜΟΙ ΕΙΔΗΣΕΙΣ [948,433,1114,449]
